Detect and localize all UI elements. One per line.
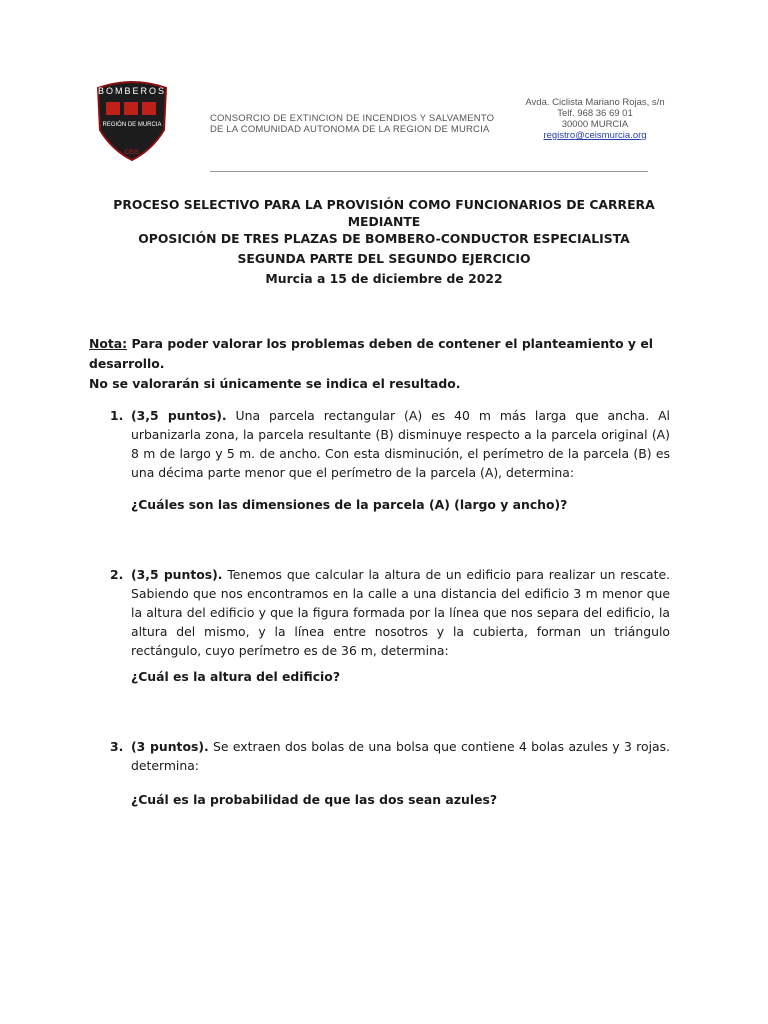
question-2	[110, 565, 670, 660]
note-line-1: Para poder valorar los problemas deben de contener el planteamiento y el desarrollo.	[89, 336, 653, 371]
question-number: 1.	[110, 408, 124, 423]
logo-top-text: BOMBEROS	[97, 86, 167, 96]
question-points: (3 puntos).	[131, 739, 209, 754]
contact-block	[505, 97, 685, 141]
question-3-ask: ¿Cuál es la probabilidad de que las dos sean azules?	[131, 792, 498, 807]
question-number: 2.	[110, 567, 124, 582]
email-link[interactable]: registro@ceismurcia.org	[543, 130, 647, 141]
exam-part	[100, 250, 668, 288]
question-text: Tenemos que calcular la altura de un edificio para realizar un rescate. Sabiendo que nos encontramos en la calle a una distancia del edificio 3 m menor que la altura del edificio y que la figura formada por la línea que nos separa del edificio, la altura del mismo, y la línea entre nosotros y la cubierta, forman un triángulo rectángulo, cuyo perímetro es de 36 m, determina:	[131, 567, 671, 658]
note	[89, 334, 689, 394]
note-line-2: No se valorarán si únicamente se indica el resultado.	[89, 376, 461, 391]
org-line-2: DE LA COMUNIDAD AUTONOMA DE LA REGION DE MURCIA	[210, 124, 490, 135]
title-line-1: PROCESO SELECTIVO PARA LA PROVISIÓN COMO FUNCIONARIOS DE CARRERA MEDIANTE	[113, 197, 655, 229]
title-line-2: OPOSICIÓN DE TRES PLAZAS DE BOMBERO-CONDUCTOR ESPECIALISTA	[138, 231, 630, 246]
logo-seal-text: CEIS	[124, 150, 140, 156]
question-points: (3,5 puntos).	[131, 567, 223, 582]
header-divider	[210, 171, 648, 172]
question-text: Una parcela rectangular (A) es 40 m más larga que ancha. Al urbanizarla zona, la parcela resultante (B) disminuye respecto a la parcela original (A) 8 m de largo y 5 m. de ancho. Con esta disminución, el perímetro de la parcela (B) es una décima parte menor que el perímetro de la parcela (A), determina:	[131, 408, 670, 480]
note-label: Nota:	[89, 336, 128, 351]
logo-bottom-text: REGIÓN DE MURCIA	[102, 122, 162, 128]
question-1-ask: ¿Cuáles son las dimensiones de la parcela (A) (largo y ancho)?	[131, 497, 568, 512]
question-points: (3,5 puntos).	[131, 408, 227, 423]
exam-date: Murcia a 15 de diciembre de 2022	[265, 271, 503, 286]
question-3	[110, 737, 670, 775]
address: Avda. Ciclista Mariano Rojas, s/n	[525, 97, 665, 108]
phone: Telf. 968 36 69 01	[557, 108, 633, 119]
question-number: 3.	[110, 739, 124, 754]
question-2-ask: ¿Cuál es la altura del edificio?	[131, 669, 341, 684]
part-heading: SEGUNDA PARTE DEL SEGUNDO EJERCICIO	[237, 251, 531, 266]
question-1	[110, 406, 670, 482]
organization-name	[210, 113, 510, 135]
city: 30000 MURCIA	[561, 119, 629, 130]
question-text: Se extraen dos bolas de una bolsa que contiene 4 bolas azules y 3 rojas. determina:	[131, 739, 670, 773]
org-line-1: CONSORCIO DE EXTINCION DE INCENDIOS Y SALVAMENTO	[210, 113, 495, 124]
bomberos-logo	[92, 78, 172, 162]
document-title	[100, 196, 668, 247]
